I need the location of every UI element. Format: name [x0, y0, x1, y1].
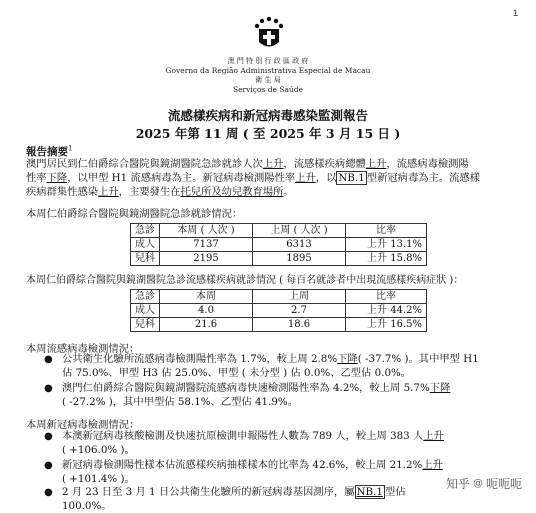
header-cell: 本周: [160, 290, 253, 304]
ed-visits-table: [130, 223, 427, 266]
watermark-platform: 知乎: [445, 477, 470, 491]
gov-name-pt: Governo da Região Administrativa Especial de Macau: [165, 66, 371, 75]
covid-bullet-1: 本澳新冠病毒核酸檢測及快速抗原檢測申報陽性人數為 789 人，較上周 383 人上升 ( +106.0% )。: [62, 430, 444, 456]
table-header-row: [131, 290, 427, 304]
table-row: [131, 252, 427, 266]
table1-caption: 本周仁伯爵綜合醫院與鏡湖醫院急診就診情況：: [26, 208, 243, 220]
report-week: 2025 年第 11 周 ( 至 2025 年 3 月 15 日 ): [135, 126, 401, 141]
covid-bullet-2: 新冠病毒檢測陽性樣本佔流感樣疾病抽樣樣本的比率為 42.6%，較上周 21.2%上升 ( +101.4% )。: [62, 459, 443, 485]
bullet-icon: ●: [44, 354, 53, 365]
header-cell: 本周 ( 人次 ): [160, 224, 253, 238]
summary-heading: 報告摘要$^1$: [26, 144, 73, 158]
gov-name-zh: 澳 門 特 別 行 政 區 政 府: [227, 57, 309, 65]
header-cell: 上周: [253, 290, 346, 304]
bullet-icon: ●: [44, 487, 53, 498]
table-cell: 兒科: [131, 252, 160, 266]
flu-bullet-2: 澳門仁伯爵綜合醫院與鏡湖醫院流感病毒快速檢測陽性率為 4.2%，較上周 5.7%下降 ( -27.2% )，其中甲型佔 58.1%、乙型佔 41.9%。: [62, 382, 451, 408]
covid-bullet-3: 2 月 23 日至 3 月 1 日公共衛生化驗所的新冠病毒基因測序，屬 NB.1 型佔 100.0%。: [62, 486, 406, 512]
report-title: 流感樣疾病和新冠病毒感染監測報告: [167, 108, 368, 123]
ili-table: [130, 289, 427, 332]
dept-name-pt: Serviços de Saúde: [232, 85, 304, 94]
zhihu-watermark: [446, 475, 522, 492]
footnote-mark: 1: [68, 144, 73, 153]
watermark-at: @: [472, 478, 483, 489]
flu-bullet-1: 公共衛生化驗所流感病毒檢測陽性率為 1.7%，較上周 2.8%下降( -37.7% )。其中甲型 H1 佔 75.0%、甲型 H3 佔 25.0%、甲型 ( 未分型 ) 佔 0.0%、乙型佔 0.0%。: [62, 353, 479, 379]
header-cell: 上周 ( 人次 ): [253, 224, 346, 238]
bullet-icon: ●: [44, 431, 53, 442]
bullet-icon: ●: [44, 460, 53, 471]
table-row: [131, 238, 427, 252]
table-cell: 6313: [253, 238, 346, 252]
table-cell: 上升 44.2%: [346, 304, 427, 318]
summary-line-2: 性率下降，以甲型 H1 流感病毒為主。新冠病毒檢測陽性率上升，以 NB.1 型新冠病毒為主。流感樣: [26, 172, 481, 184]
page-number: 1: [512, 8, 518, 18]
table-cell: 成人: [131, 238, 160, 252]
header-cell: 比率: [346, 224, 427, 238]
red-cross-emblem-icon: [251, 16, 287, 52]
table2-caption: 本周仁伯爵綜合醫院與鏡湖醫院急診流感樣疾病就診情況 ( 每百名就診者中出現流感樣疾病症狀 )：: [26, 275, 464, 286]
table-cell: 18.6: [253, 318, 346, 332]
covid-heading: 本周新冠病毒檢測情況：: [26, 419, 140, 431]
dept-name-zh: 衛 生 局: [255, 76, 281, 84]
header-cell: 急診: [131, 290, 160, 304]
table-row: [131, 318, 427, 332]
header-cell: 比率: [346, 290, 427, 304]
table-row: [131, 304, 427, 318]
table-cell: 上升 15.8%: [346, 252, 427, 266]
table-header-row: [131, 224, 427, 238]
bullet-icon: ●: [44, 383, 53, 394]
table-cell: 1895: [253, 252, 346, 266]
table-cell: 2195: [160, 252, 253, 266]
table-cell: 2.7: [253, 304, 346, 318]
table-cell: 7137: [160, 238, 253, 252]
table-cell: 4.0: [160, 304, 253, 318]
header-cell: 急診: [131, 224, 160, 238]
flu-heading: 本周流感病毒檢測情況：: [26, 343, 140, 355]
watermark-user: 呃呃呃: [485, 477, 522, 491]
table-cell: 成人: [131, 304, 160, 318]
table-cell: 兒科: [131, 318, 160, 332]
summary-line-1: 澳門居民到仁伯爵綜合醫院與鏡湖醫院急診就診人次上升，流感樣疾病總體上升，流感病毒檢測陽: [26, 158, 469, 170]
table-cell: 上升 16.5%: [346, 318, 427, 332]
table-cell: 上升 13.1%: [346, 238, 427, 252]
table-cell: 21.6: [160, 318, 253, 332]
summary-line-3: 疾病群集性感染上升，主要發生在托兒所及幼兒教育場所。: [26, 186, 294, 198]
